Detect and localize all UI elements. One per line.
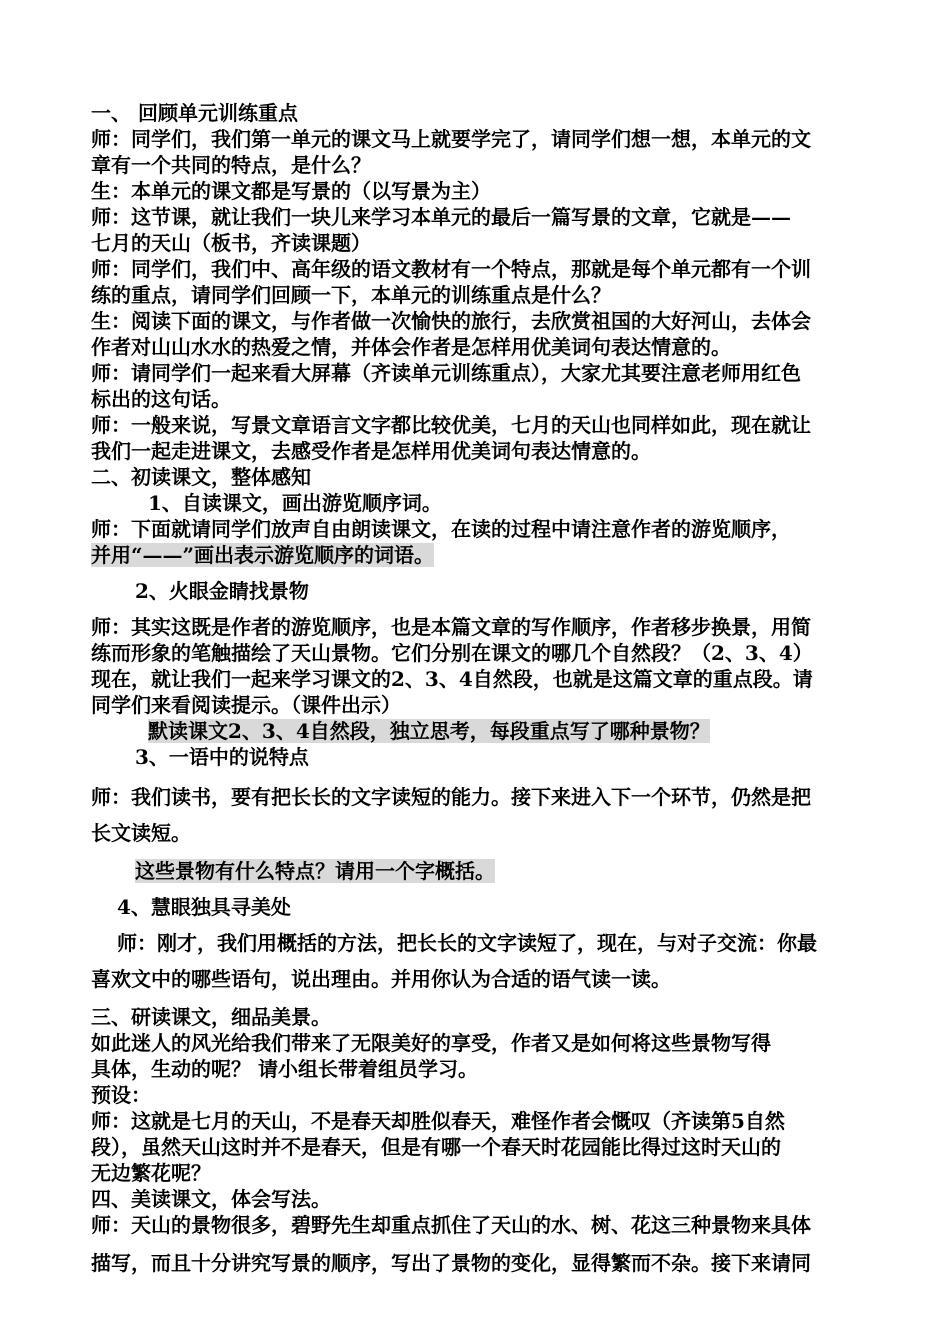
text-line (91, 204, 791, 230)
line-text: 长文读短。 (91, 821, 191, 845)
line-text: 师：请同学们一起来看大屏幕（齐读单元训练重点），大家尤其要注意老师用红色 (91, 361, 801, 385)
text-line (91, 820, 191, 846)
text-line (117, 930, 817, 956)
line-text: 师：其实这既是作者的游览顺序，也是本篇文章的写作顺序，作者移步换景，用简 (91, 615, 811, 639)
highlighted-text: 默读课文2、3、4自然段，独立思考，每段重点写了哪种景物？ (148, 719, 710, 743)
line-text: 现在，就让我们一起来学习课文的2、3、4自然段，也就是这篇文章的重点段。请 (91, 667, 813, 691)
line-text: 师：天山的景物很多，碧野先生却重点抓住了天山的水、树、花这三种景物来具体 (91, 1213, 811, 1237)
line-text: 师：这节课，就让我们一块儿来学习本单元的最后一篇写景的文章，它就是—— (91, 205, 791, 229)
line-text: 同学们来看阅读提示。（课件出示） (91, 693, 401, 717)
text-line (135, 744, 309, 770)
line-text: 具体，生动的呢？ 请小组长带着组员学习。 (91, 1057, 478, 1081)
text-line (91, 1004, 331, 1030)
text-line (91, 1212, 811, 1238)
line-text: 作者对山山水水的热爱之情，并体会作者是怎样用优美词句表达情意的。 (91, 335, 731, 359)
line-text: 一、 回顾单元训练重点 (91, 101, 298, 125)
line-text: 练而形象的笔触描绘了天山景物。它们分别在课文的哪几个自然段？（2、3、4） (91, 641, 813, 665)
line-text: 段），虽然天山这时并不是春天，但是有哪一个春天时花园能比得过这时天山的 (91, 1135, 781, 1159)
text-line (91, 178, 491, 204)
line-text: 二、初读课文，整体感知 (91, 465, 311, 489)
text-line (91, 542, 434, 568)
text-line (91, 1134, 781, 1160)
line-text: 无边繁花呢？ (91, 1161, 211, 1185)
line-text: 如此迷人的风光给我们带来了无限美好的享受，作者又是如何将这些景物写得 (91, 1031, 771, 1055)
line-text: 七月的天山（板书，齐读课题） (91, 231, 371, 255)
line-text: 4、慧眼独具寻美处 (117, 895, 291, 919)
text-line (91, 784, 811, 810)
text-line (91, 100, 298, 126)
text-line (117, 894, 291, 920)
line-text: 1、自读课文，画出游览顺序词。 (148, 491, 442, 515)
line-text: 师：同学们，我们第一单元的课文马上就要学完了，请同学们想一想，本单元的文 (91, 127, 811, 151)
line-text: 标出的这句话。 (91, 387, 231, 411)
text-line (91, 256, 811, 282)
text-line (91, 230, 371, 256)
line-text: 师：下面就请同学们放声自由朗读课文，在读的过程中请注意作者的游览顺序， (91, 517, 791, 541)
text-line (135, 578, 309, 604)
text-line (91, 360, 801, 386)
line-text: 我们一起走进课文，去感受作者是怎样用优美词句表达情意的。 (91, 439, 651, 463)
line-text: 生：阅读下面的课文，与作者做一次愉快的旅行，去欣赏祖国的大好河山，去体会 (91, 309, 811, 333)
text-line (91, 1056, 478, 1082)
text-line (148, 718, 710, 744)
text-line (91, 516, 791, 542)
text-line (91, 386, 231, 412)
text-line (91, 966, 671, 992)
text-line (91, 1082, 151, 1108)
line-text: 师：一般来说，写景文章语言文字都比较优美，七月的天山也同样如此，现在就让 (91, 413, 811, 437)
text-line (91, 640, 813, 666)
text-line (91, 1108, 785, 1134)
text-line (91, 666, 813, 692)
text-line (91, 438, 651, 464)
line-text: 描写，而且十分讲究写景的顺序，写出了景物的变化，显得繁而不杂。接下来请同 (91, 1251, 811, 1275)
line-text: 预设： (91, 1083, 151, 1107)
text-line (91, 1030, 771, 1056)
text-line (91, 282, 611, 308)
text-line (91, 614, 811, 640)
line-text: 师：刚才，我们用概括的方法，把长长的文字读短了，现在，与对子交流：你最 (117, 931, 817, 955)
line-text: 章有一个共同的特点，是什么？ (91, 153, 371, 177)
line-text: 师：这就是七月的天山，不是春天却胜似春天，难怪作者会慨叹（齐读第5自然 (91, 1109, 785, 1133)
text-line (91, 126, 811, 152)
text-line (91, 464, 311, 490)
highlighted-text: 这些景物有什么特点？请用一个字概括。 (135, 859, 495, 883)
highlighted-text: 并用“——”画出表示游览顺序的词语。 (91, 543, 435, 567)
text-line (91, 692, 401, 718)
line-text: 三、研读课文，细品美景。 (91, 1005, 331, 1029)
text-line (91, 334, 731, 360)
line-text: 师：我们读书，要有把长长的文字读短的能力。接下来进入下一个环节，仍然是把 (91, 785, 811, 809)
line-text: 2、火眼金睛找景物 (135, 579, 309, 603)
text-line (91, 1250, 811, 1276)
text-line (135, 858, 495, 884)
line-text: 师：同学们，我们中、高年级的语文教材有一个特点，那就是每个单元都有一个训 (91, 257, 811, 281)
text-line (91, 308, 811, 334)
text-line (91, 1160, 211, 1186)
line-text: 3、一语中的说特点 (135, 745, 309, 769)
text-line (91, 152, 371, 178)
line-text: 生：本单元的课文都是写景的（以写景为主） (91, 179, 491, 203)
line-text: 四、美读课文，体会写法。 (91, 1187, 331, 1211)
text-line (91, 412, 811, 438)
text-line (91, 1186, 331, 1212)
line-text: 练的重点，请同学们回顾一下，本单元的训练重点是什么？ (91, 283, 611, 307)
text-line (148, 490, 442, 516)
line-text: 喜欢文中的哪些语句，说出理由。并用你认为合适的语气读一读。 (91, 967, 671, 991)
